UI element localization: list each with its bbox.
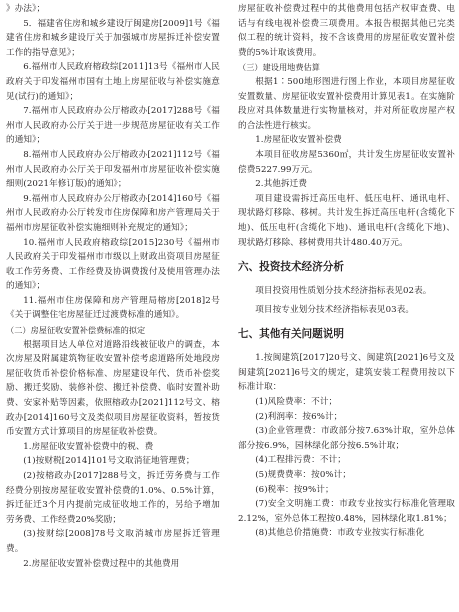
list-item: (5)规费费率：按0%计； [255,470,352,481]
paragraph: 1.按闽建筑[2017]20号文、闽建筑[2021]6号文及闽建筑[2021]6号文的规定，建筑安装工程费用按以下标准计取： [238,353,455,393]
list-item: (1)风险费率：不计； [255,397,338,408]
paragraph: 本项目征收房屋5360㎡，共计发生房屋征收安置补偿费5227.99万元。 [238,149,455,175]
paragraph: 10.福州市人民政府榕政综[2015]230号《福州市人民政府关于印发福州市市级以上财政出资项目房屋征收工作劳务费、工作经费及协调费拨付及使用管理办法的通知》； [6,237,220,292]
list-item: (8)其他总价措施费：市政专业按实行标准化 [255,528,425,539]
subsection-heading: （二）房屋征收安置补偿费标准的拟定 [6,325,146,336]
paragraph: 》办法》； [6,4,46,14]
paragraph: 项目按专业划分技术经济指标表见03表。 [255,304,415,315]
section-heading: 七、其他有关问题说明 [238,328,344,341]
list-item: (7)安全文明施工费：市政专业按实行标准化管理取2.12%，室外总体工程按0.48%，园林绿化取1.81%； [238,499,455,524]
paragraph: 7.福州市人民政府办公厅榕政办[2017]288号《福州市人民政府办公厅关于进一步规范房屋征收有关工作的通知》； [6,106,220,146]
paragraph: 根据1∶500地形图进行图上作业，本项目房屋征收安置数量、房屋征收安置补偿费用计算见表1。在实施阶段应对具体数量进行实物量核对，并对所征收房屋产权的合法性进行核实。 [238,76,455,131]
list-item: (4)工程排污费：不计； [255,455,346,466]
list-item: 1.房屋征收安置补偿费中的税、费 [23,441,154,452]
paragraph: 8.福州市人民政府办公厅榕政办[2021]112号《福州市人民政府办公厅关于印发福州市房屋征收补偿实施细则(2021年修订版)的通知》； [6,149,220,190]
list-item: 2.房屋征收安置补偿费过程中的其他费用 [23,558,180,569]
subsection-heading: （三）建设用地费估算 [238,62,320,73]
left-column [6,2,220,571]
list-item: (3)企业管理费：市政部分按7.63%计取，室外总体部分按6.9%，园林绿化部分按6.5%计取； [238,426,455,451]
paragraph: 11.福州市住房保障和房产管理局榕房[2018]2号《关于调整住宅房屋征迁过渡费标准的通知》。 [6,295,220,321]
paragraph: 9.福州市人民政府办公厅榕政办[2014]160号《福州市人民政府办公厅转发市住房保障和房产管理局关于福州市房屋征收补偿实施细则补充规定的通知》； [6,193,220,233]
paragraph: 根据项目达人单位对道路沿线被征收户的调查，本次房屋及附属建筑物征收安置补偿考虑道路所处地段房屋征收货币补偿价格标准、房屋建设年代、货币补偿奖励、搬迁奖励、装修补偿、搬迁补偿费、临时安置补助费、安家补贴等因素，依照榕政办[2021]112号文、榕政办[2014]160号文及类似项目房屋征收资料，暂按货币安置方式计算项目的房屋征收补偿费。 [6,339,220,438]
paragraph: 项目建设需拆迁高压电杆、低压电杆、通讯电杆、现状路灯移除、移树。共计发生拆迁高压电杆(含缆化下地)、低压电杆(含缆化下地)、通讯电杆(含缆化下地)、现状路灯移除、移树费用共计480.40万元。 [238,193,455,248]
list-item: (6)税率：按9%计； [255,484,334,495]
right-column [238,2,455,541]
paragraph: 6.福州市人民政府榕政综[2011]13号《福州市人民政府关于印发福州市国有土地上房屋征收与补偿实施意见(试行)的通知》； [6,62,220,102]
section-heading: 六、投资技术经济分析 [238,261,344,274]
list-item: (1)按财税[2014]101号文取消征地管理费； [23,456,195,467]
list-item: 2.其他拆迁费 [255,179,308,190]
list-item: (2)利润率：按6%计； [255,411,343,422]
list-item: (3)按财综[2008]78号文取消城市房屋拆迁管理费。 [6,529,220,554]
list-item: (2)按榕政办[2017]288号文，拆迁劳务费与工作经费分别按房屋征收安置补偿费的1.0%、0.5%计算，拆迁征迁3个月内提前完成征收地工作的，另给予增加劳务费、工作经费20%奖励； [6,471,220,525]
paragraph: 房屋征收补偿费过程中的其他费用包括产权审查费、电话与有线电视补偿费三项费用。本报告根据其他已完类似工程的统计资料，按不含该费用的房屋征收安置补偿费的5%计取该费用。 [238,4,455,58]
paragraph: 项目投资用性质划分技术经济指标表见02表。 [255,286,432,297]
list-item: 1.房屋征收安置补偿费 [255,135,342,146]
paragraph: 5．福建省住房和城乡建设厅闽建房[2009]1号《福建省住房和城乡建设厅关于加强城市房屋拆迁补偿安置工作的指导意见》； [6,18,220,58]
